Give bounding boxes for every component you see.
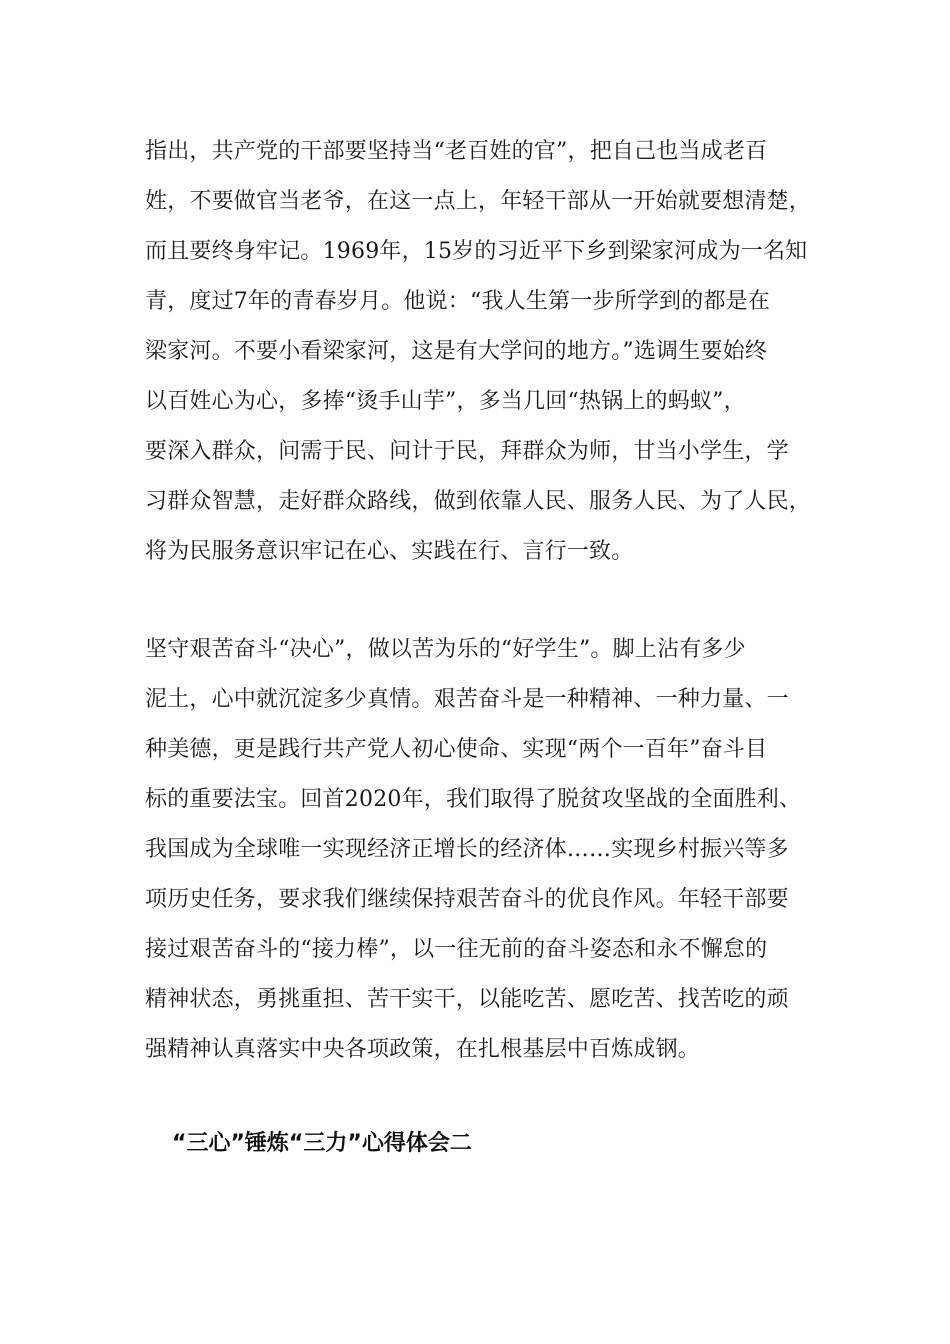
paragraph-line: 指出，共产党的干部要坚持当“老百姓的官”，把自己也当成老百 bbox=[145, 139, 768, 164]
paragraph-line: 我国成为全球唯一实现经济正增长的经济体……实现乡村振兴等多 bbox=[145, 837, 789, 862]
paragraph-line: 接过艰苦奋斗的“接力棒”，以一往无前的奋斗姿态和永不懈怠的 bbox=[145, 937, 768, 962]
section-heading: “三心”锤炼“三力”心得体会二 bbox=[172, 1131, 472, 1156]
paragraph-line: 坚守艰苦奋斗“决心”，做以苦为乐的“好学生”。脚上沾有多少 bbox=[145, 637, 746, 662]
paragraph-line: 精神状态，勇挑重担、苦干实干，以能吃苦、愿吃苦、找苦吃的顽 bbox=[145, 987, 789, 1012]
paragraph-line: 青，度过7年的青春岁月。他说：“我人生第一步所学到的都是在 bbox=[145, 289, 771, 314]
paragraph-line: 梁家河。不要小看梁家河，这是有大学问的地方。”选调生要始终 bbox=[145, 339, 768, 364]
paragraph-line: 将为民服务意识牢记在心、实践在行、言行一致。 bbox=[145, 539, 634, 564]
paragraph-line: 种美德，更是践行共产党人初心使命、实现“两个一百年”奋斗目 bbox=[145, 737, 768, 762]
paragraph-line: 强精神认真落实中央各项政策，在扎根基层中百炼成钢。 bbox=[145, 1037, 701, 1062]
paragraph-line: 习群众智慧，走好群众路线，做到依靠人民、服务人民、为了人民， bbox=[145, 489, 812, 514]
paragraph-line: 泥土，心中就沉淀多少真情。艰苦奋斗是一种精神、一种力量、一 bbox=[145, 687, 789, 712]
paragraph-line: 要深入群众，问需于民、问计于民，拜群众为师，甘当小学生，学 bbox=[145, 439, 789, 464]
paragraph-line: 标的重要法宝。回首2020年，我们取得了脱贫攻坚战的全面胜利、 bbox=[145, 787, 802, 812]
paragraph-line: 姓，不要做官当老爷，在这一点上，年轻干部从一开始就要想清楚， bbox=[145, 189, 812, 214]
paragraph-line: 而且要终身牢记。1969年，15岁的习近平下乡到梁家河成为一名知 bbox=[145, 239, 808, 264]
paragraph-line: 以百姓心为心，多捧“烫手山芋”，多当几回“热锅上的蚂蚁”， bbox=[145, 389, 746, 414]
paragraph-line: 项历史任务，要求我们继续保持艰苦奋斗的优良作风。年轻干部要 bbox=[145, 887, 789, 912]
